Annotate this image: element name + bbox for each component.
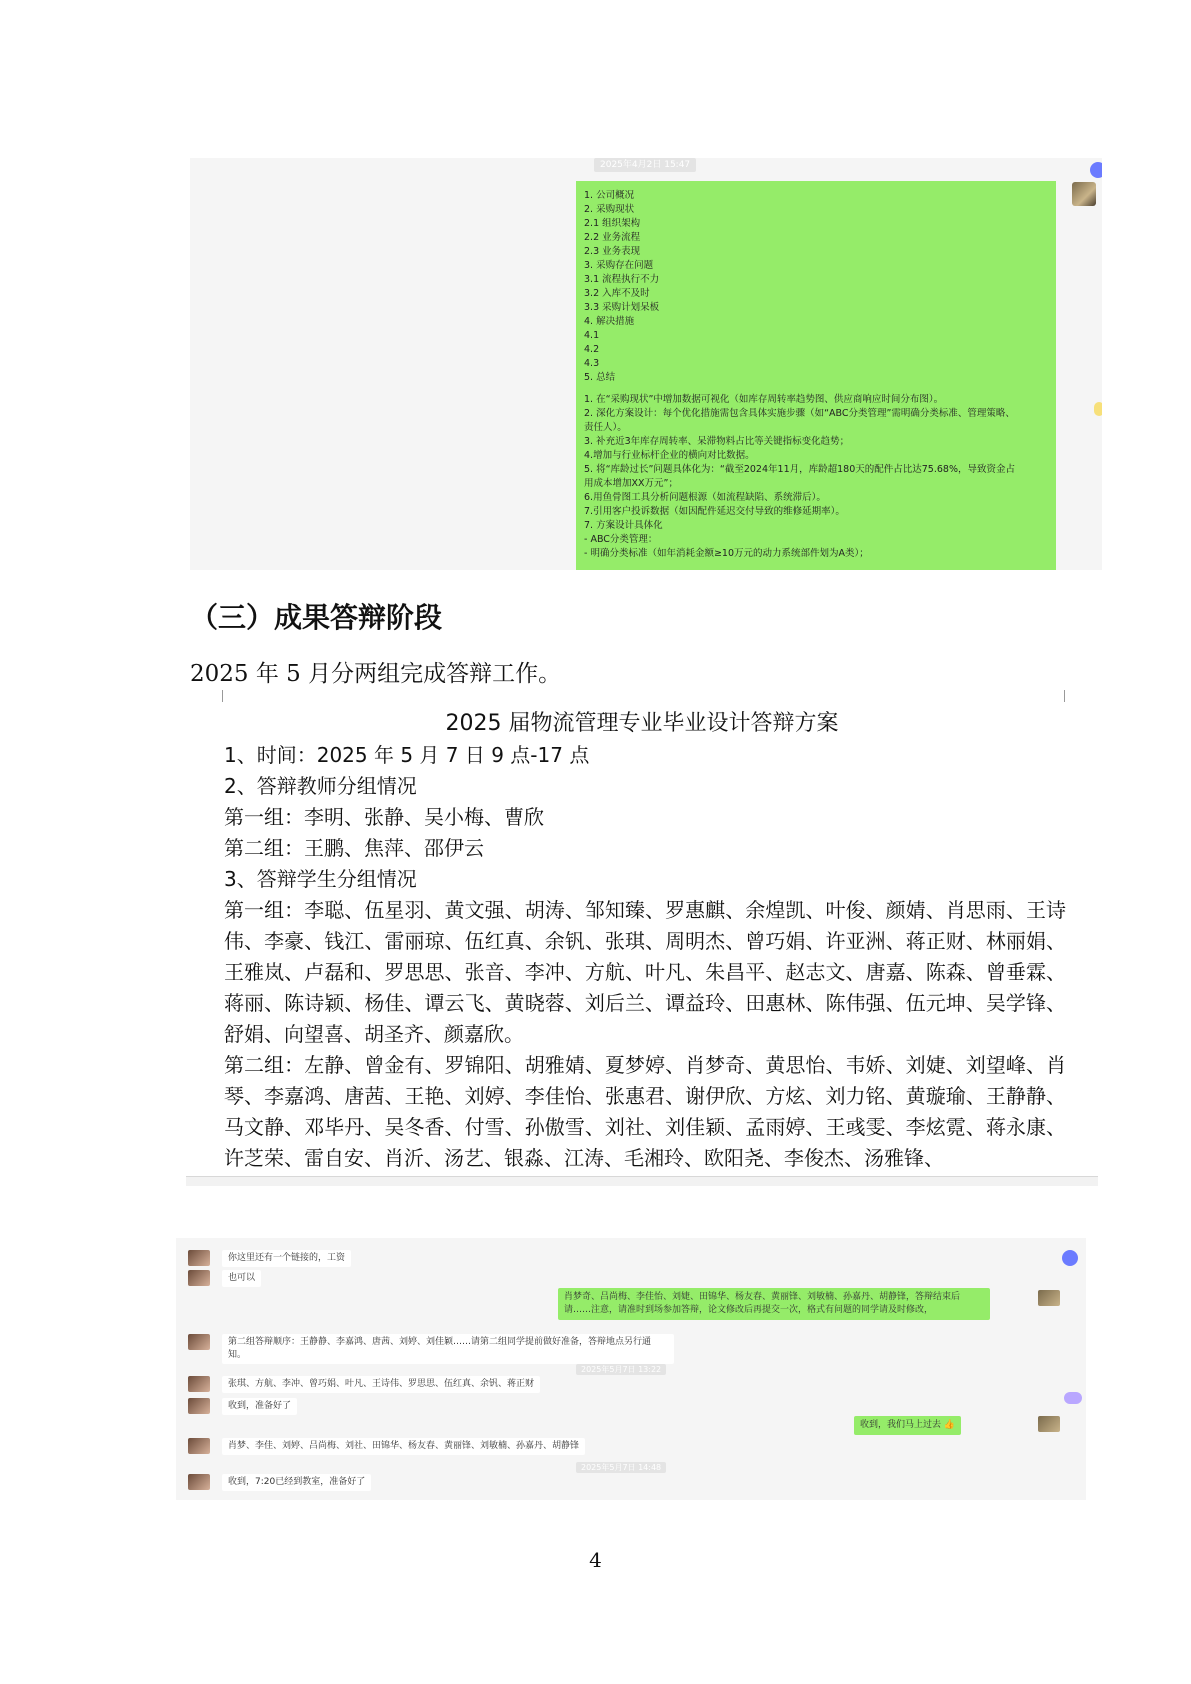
bubble-line: 3.1 流程执行不力 bbox=[584, 274, 660, 285]
teachers-group-2: 第二组：王鹏、焦萍、邵伊云 bbox=[224, 836, 484, 860]
bubble-line: 4. 解决措施 bbox=[584, 316, 635, 327]
bubble-line: 2.3 业务表现 bbox=[584, 246, 641, 257]
bubble-line: 2.1 组织架构 bbox=[584, 218, 641, 229]
bubble-line: 3. 补充近3年库存周转率、呆滞物料占比等关键指标变化趋势； bbox=[584, 436, 850, 447]
bubble-line: 7. 方案设计具体化 bbox=[584, 520, 663, 531]
section-heading: （三）成果答辩阶段 bbox=[190, 601, 443, 634]
bubble-line: 7.引用客户投诉数据（如因配件延迟交付导致的维修延期率）。 bbox=[584, 506, 845, 517]
bubble-line: 5. 总结 bbox=[584, 372, 616, 383]
avatar bbox=[188, 1438, 210, 1454]
message-text: 肖梦、李佳、刘婷、吕尚梅、刘社、田锦华、杨友春、黄丽锋、刘敏楠、孙嘉丹、胡静锋 bbox=[222, 1438, 585, 1455]
my-message: 肖梦奇、吕尚梅、李佳怡、刘婕、田锦华、杨友春、黄丽锋、刘敏楠、孙嘉丹、胡静锋，答辩结束后请……注意，请准时到场参加答辩，论文修改后再提交一次，格式有问题的同学请及时修改， bbox=[558, 1288, 990, 1320]
students-group-1: 第一组：李聪、伍星羽、黄文强、胡涛、邹知臻、罗惠麒、余煌凯、叶俊、颜婧、肖思雨、王诗伟、李豪、钱江、雷丽琼、伍红真、余钒、张琪、周明杰、曾巧娟、许亚洲、蒋正财、林丽娟、王雅岚、卢磊和、罗思思、张音、李冲、方航、叶凡、朱昌平、赵志文、唐嘉、陈森、曾垂霖、蒋丽、陈诗颖、杨佳、谭云飞、黄晓蓉、刘后兰、谭益玲、田惠林、陈伟强、伍元坤、吴学锋、舒娟、向望喜、胡圣齐、颜嘉欣。 bbox=[224, 898, 1066, 1046]
assistant-icon bbox=[1090, 162, 1102, 178]
emoji-icon bbox=[1094, 402, 1102, 416]
outline-list bbox=[584, 189, 1048, 385]
chat-timestamp: 2025年4月2日 15:47 bbox=[594, 158, 696, 172]
outline-message-bubble bbox=[576, 181, 1056, 570]
bubble-line: 2. 深化方案设计：每个优化措施需包含具体实施步骤（如“ABC分类管理”需明确分类标准、管理策略、 bbox=[584, 408, 1015, 419]
avatar bbox=[188, 1474, 210, 1490]
avatar bbox=[1038, 1290, 1060, 1306]
teachers-heading: 2、答辩教师分组情况 bbox=[224, 774, 417, 798]
defense-plan-document bbox=[186, 690, 1098, 1186]
message-text: 收到，7:20已经到教室，准备好了 bbox=[222, 1474, 371, 1491]
bubble-line: 用成本增加XX万元”； bbox=[584, 478, 678, 489]
bubble-line: 1. 公司概况 bbox=[584, 190, 635, 201]
revision-notes bbox=[584, 393, 1048, 561]
avatar bbox=[1038, 1416, 1060, 1432]
bubble-line: 3.3 采购计划呆板 bbox=[584, 302, 660, 313]
page-number: 4 bbox=[589, 1548, 602, 1572]
avatar bbox=[188, 1334, 210, 1350]
margin-mark-right bbox=[1064, 690, 1065, 702]
chat-timestamp: 2025年5月7日 13:22 bbox=[576, 1364, 666, 1375]
bubble-line: 1. 在“采购现状”中增加数据可视化（如库存周转率趋势图、供应商响应时间分布图）。 bbox=[584, 394, 944, 405]
avatar bbox=[188, 1250, 210, 1266]
chat-screenshot-group bbox=[176, 1238, 1086, 1500]
teachers-group-1: 第一组：李明、张静、吴小梅、曹欣 bbox=[224, 805, 544, 829]
bot-icon bbox=[1064, 1392, 1082, 1404]
bubble-line: 6.用鱼骨图工具分析问题根源（如流程缺陷、系统滞后）。 bbox=[584, 492, 826, 503]
chat-screenshot-outline bbox=[190, 158, 1102, 570]
bubble-line: 责任人）。 bbox=[584, 422, 627, 433]
bubble-line: - ABC分类管理： bbox=[584, 534, 658, 545]
document-body bbox=[224, 740, 1066, 1174]
word-status-bar bbox=[186, 1176, 1098, 1186]
assistant-icon bbox=[1062, 1250, 1078, 1266]
bubble-line: 4.增加与行业标杆企业的横向对比数据。 bbox=[584, 450, 755, 461]
avatar bbox=[188, 1270, 210, 1286]
defense-time: 1、时间：2025 年 5 月 7 日 9 点-17 点 bbox=[224, 743, 590, 767]
bubble-line: 2.2 业务流程 bbox=[584, 232, 641, 243]
students-group-2: 第二组：左静、曾金有、罗锦阳、胡雅婧、夏梦婷、肖梦奇、黄思怡、韦娇、刘婕、刘望峰、肖琴、李嘉鸿、唐茜、王艳、刘婷、李佳怡、张惠君、谢伊欣、方炫、刘力铭、黄璇瑜、王静静、马文静、邓毕丹、吴冬香、付雪、孙傲雪、刘社、刘佳颖、孟雨婷、王彧雯、李炫霓、蒋永康、许芝荣、雷自安、肖沂、汤艺、银淼、江涛、毛湘玲、欧阳尧、李俊杰、汤雅锋、 bbox=[224, 1053, 1066, 1170]
avatar bbox=[188, 1376, 210, 1392]
message-text: 张琪、方航、李冲、曾巧娟、叶凡、王诗伟、罗思思、伍红真、余钒、蒋正财 bbox=[222, 1376, 540, 1393]
document-title: 2025 届物流管理专业毕业设计答辩方案 bbox=[445, 711, 839, 736]
intro-paragraph: 2025 年 5 月分两组完成答辩工作。 bbox=[190, 661, 562, 687]
chat-timestamp: 2025年5月7日 14:48 bbox=[576, 1462, 666, 1473]
margin-mark-left bbox=[222, 690, 223, 702]
bubble-line: 4.3 bbox=[584, 358, 600, 369]
my-message: 收到，我们马上过去 👍 bbox=[854, 1416, 961, 1435]
message-text: 收到，准备好了 bbox=[222, 1398, 297, 1415]
message-text: 也可以 bbox=[222, 1270, 261, 1287]
message-text: 你这里还有一个链接的，工资 bbox=[222, 1250, 351, 1267]
bubble-line: 4.2 bbox=[584, 344, 600, 355]
message-text: 第二组答辩顺序：王静静、李嘉鸿、唐茜、刘婷、刘佳颖……请第二组同学提前做好准备，答辩地点另行通知。 bbox=[222, 1334, 674, 1364]
students-heading: 3、答辩学生分组情况 bbox=[224, 867, 417, 891]
bubble-line: - 明确分类标准（如年消耗金额≥10万元的动力系统部件划为A类）； bbox=[584, 548, 869, 559]
bubble-line: 3.2 入库不及时 bbox=[584, 288, 650, 299]
bubble-line: 5. 将“库龄过长”问题具体化为：“截至2024年11月，库龄超180天的配件占比达75.68%，导致资金占 bbox=[584, 464, 1015, 475]
bubble-line: 3. 采购存在问题 bbox=[584, 260, 654, 271]
avatar bbox=[1072, 182, 1096, 206]
bubble-line: 4.1 bbox=[584, 330, 600, 341]
avatar bbox=[188, 1398, 210, 1414]
bubble-line: 2. 采购现状 bbox=[584, 204, 635, 215]
